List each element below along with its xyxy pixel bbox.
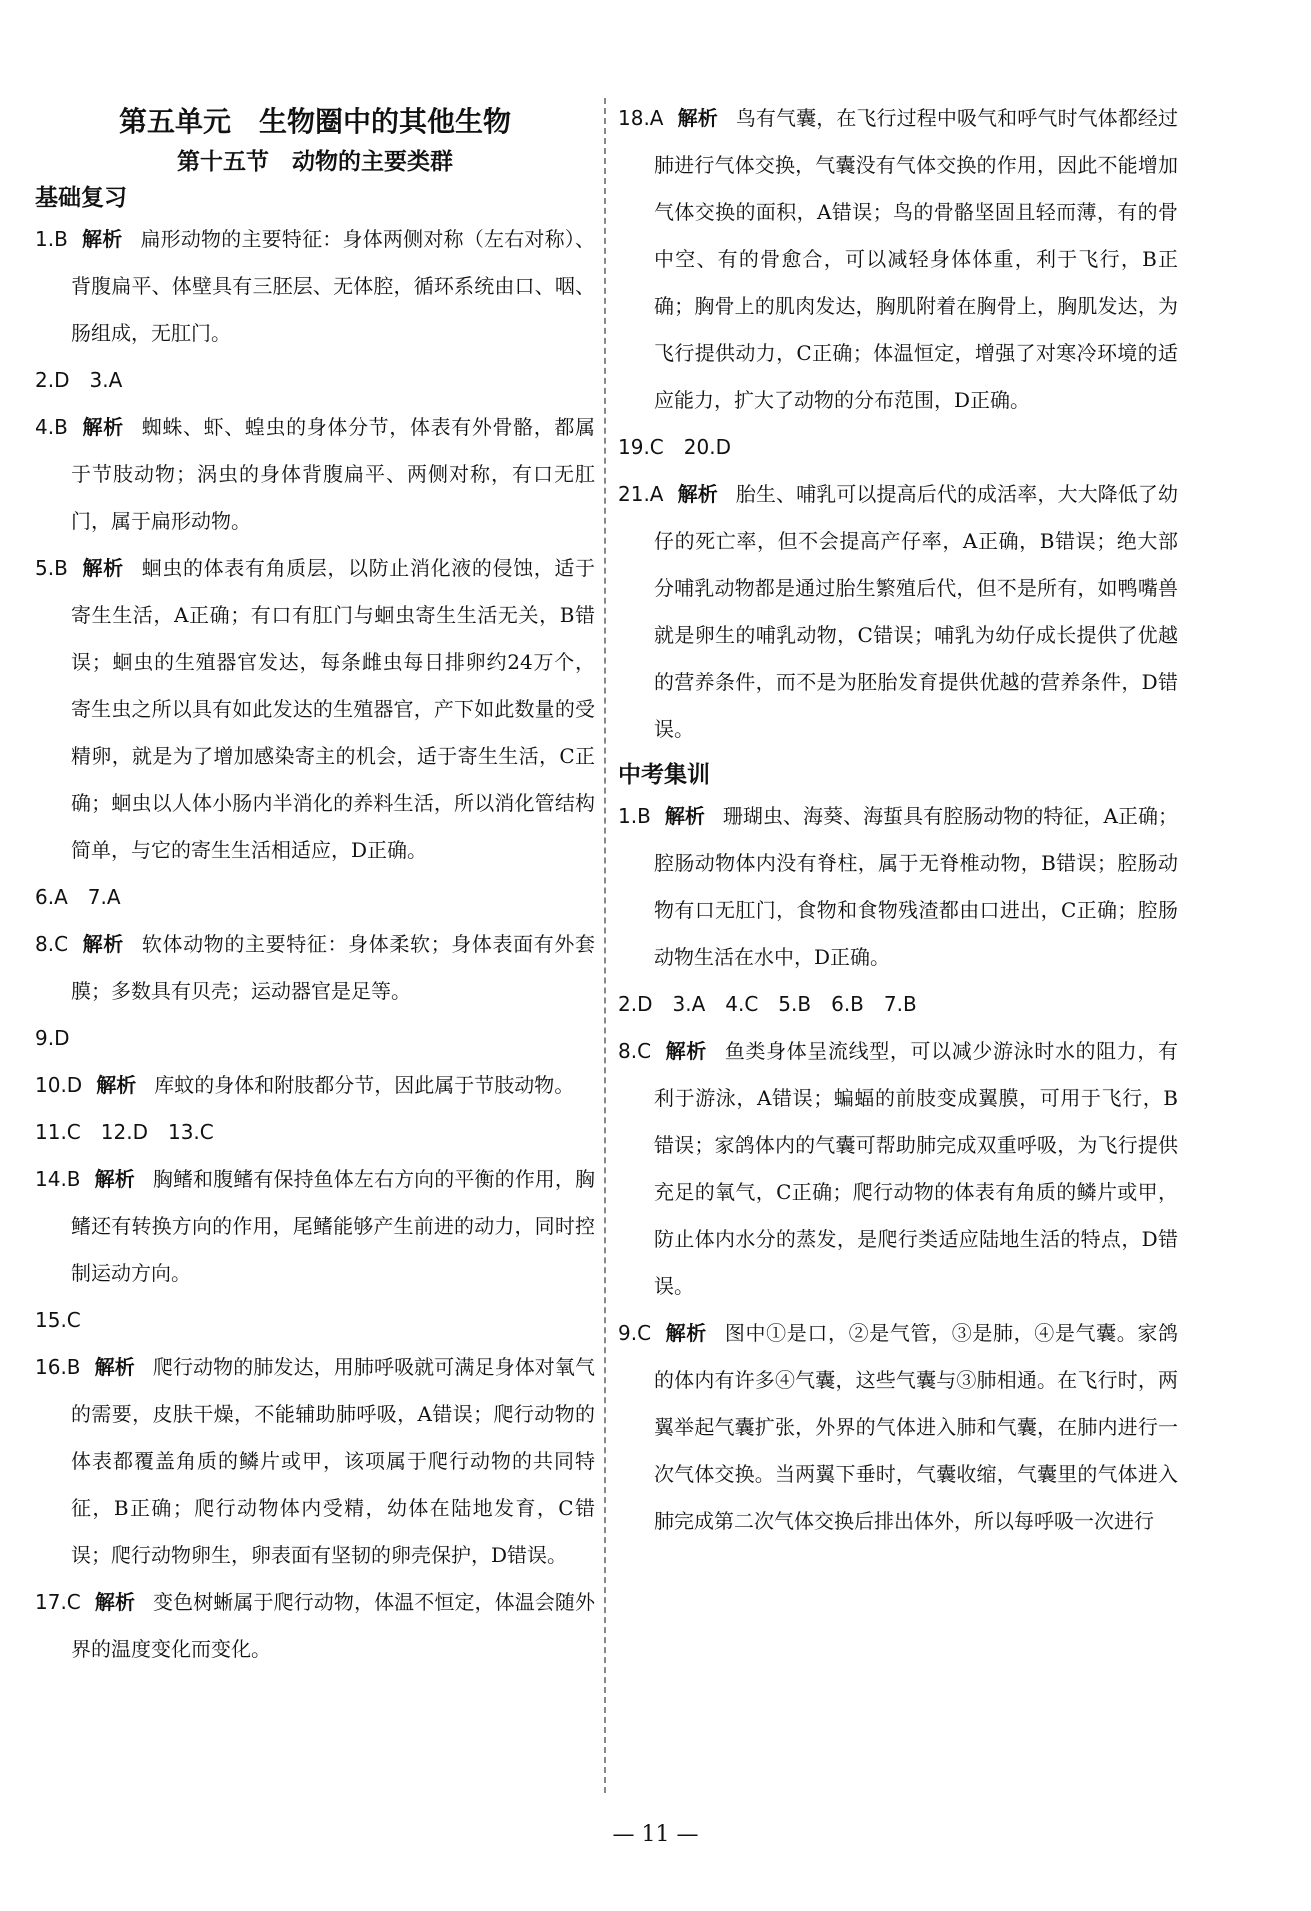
answer-item — [618, 95, 1178, 424]
answer-label: 4.B — [35, 415, 68, 440]
answer-label: 10.D — [35, 1073, 83, 1098]
analysis-tag: 解析 — [82, 932, 124, 957]
answer-label: 1.B — [35, 227, 68, 252]
answer-item — [35, 1156, 595, 1297]
analysis-text: 珊瑚虫、海葵、海蜇具有腔肠动物的特征，A正确；腔肠动物体内没有脊柱，属于无脊椎动物，B错误；腔肠动物有口无肛门，食物和食物残渣都由口进出，C正确；腔肠动物生活在水中，D正确。 — [654, 804, 1178, 970]
answer-item — [618, 1028, 1178, 1310]
analysis-tag: 解析 — [94, 1355, 135, 1380]
answer-item — [35, 545, 595, 874]
right-answer-list-bottom — [618, 793, 1178, 1545]
answer-label: 5.B — [35, 556, 68, 581]
answer-item — [35, 357, 595, 404]
analysis-tag: 解析 — [81, 556, 124, 581]
analysis-tag: 解析 — [665, 1039, 707, 1064]
answer-item — [35, 874, 595, 921]
answer-label: 21.A — [618, 482, 664, 506]
answer-label: 15.C — [35, 1308, 81, 1333]
answer-label: 2.D 3.A — [35, 368, 123, 393]
analysis-text: 胎生、哺乳可以提高后代的成活率，大大降低了幼仔的死亡率，但不会提高产仔率，A正确，B错误；绝大部分哺乳动物都是通过胎生繁殖后代，但不是所有，如鸭嘴兽就是卵生的哺乳动物，C错误；哺乳为幼仔成长提供了优越的营养条件，而不是为胚胎发育提供优越的营养条件，D错误。 — [654, 482, 1178, 741]
analysis-tag: 解析 — [96, 1073, 137, 1098]
section-title: 第十五节 动物的主要类群 — [177, 148, 453, 175]
analysis-text: 蜘蛛、虾、蝗虫的身体分节，体表有外骨骼，都属于节肢动物；涡虫的身体背腹扁平、两侧对称，有口无肛门，属于扁形动物。 — [71, 415, 596, 534]
analysis-text: 库蚊的身体和附肢都分节，因此属于节肢动物。 — [154, 1073, 575, 1098]
answer-label: 8.C — [35, 932, 69, 957]
analysis-tag: 解析 — [81, 227, 123, 252]
answer-label: 16.B — [35, 1355, 81, 1380]
answer-item — [618, 471, 1178, 753]
answer-label: 14.B — [35, 1167, 81, 1192]
analysis-tag: 解析 — [94, 1590, 136, 1615]
basic-review-heading: 基础复习 — [35, 185, 127, 212]
answer-label: 1.B — [618, 804, 651, 829]
left-answer-list — [35, 216, 595, 1673]
analysis-text: 蛔虫的体表有角质层，以防止消化液的侵蚀，适于寄生生活，A正确；有口有肛门与蛔虫寄生生活无关，B错误；蛔虫的生殖器官发达，每条雌虫每日排卵约24万个，寄生虫之所以具有如此发达的生殖器官，产下如此数量的受精卵，就是为了增加感染寄主的机会，适于寄生生活，C正确；蛔虫以人体小肠内半消化的养料生活，所以消化管结构简单，与它的寄生生活相适应，D正确。 — [71, 556, 596, 863]
answer-item — [35, 1344, 595, 1579]
analysis-tag: 解析 — [665, 1321, 707, 1346]
answer-label: 2.D 3.A 4.C 5.B 6.B 7.B — [618, 992, 917, 1017]
answer-label: 6.A 7.A — [35, 885, 121, 910]
column-divider — [604, 98, 606, 1793]
analysis-text: 软体动物的主要特征：身体柔软；身体表面有外套膜；多数具有贝壳；运动器官是足等。 — [71, 932, 596, 1004]
analysis-tag: 解析 — [664, 804, 705, 829]
analysis-text: 胸鳍和腹鳍有保持鱼体左右方向的平衡的作用，胸鳍还有转换方向的作用，尾鳍能够产生前进的动力，同时控制运动方向。 — [71, 1167, 596, 1286]
answer-item — [35, 1109, 595, 1156]
answer-item — [35, 1297, 595, 1344]
answer-item — [35, 216, 595, 357]
unit-title: 第五单元 生物圈中的其他生物 — [118, 105, 511, 138]
right-column — [618, 95, 1178, 1545]
answer-item — [35, 1015, 595, 1062]
answer-label: 19.C 20.D — [618, 435, 731, 459]
answer-label: 9.C — [618, 1321, 652, 1346]
analysis-text: 鱼类身体呈流线型，可以减少游泳时水的阻力，有利于游泳，A错误；蝙蝠的前肢变成翼膜，可用于飞行，B错误；家鸽体内的气囊可帮助肺完成双重呼吸，为飞行提供充足的氧气，C正确；爬行动物的体表有角质的鳞片或甲，防止体内水分的蒸发，是爬行类适应陆地生活的特点，D错误。 — [654, 1039, 1179, 1299]
right-answer-list-top — [618, 95, 1178, 753]
answer-item — [35, 404, 595, 545]
answer-item — [35, 1062, 595, 1109]
left-column — [35, 95, 595, 1673]
answer-label: 9.D — [35, 1026, 70, 1051]
exam-training-heading: 中考集训 — [618, 762, 710, 788]
analysis-tag: 解析 — [94, 1167, 135, 1192]
answer-label: 17.C — [35, 1590, 81, 1615]
analysis-tag: 解析 — [81, 415, 124, 440]
analysis-tag: 解析 — [677, 106, 718, 130]
answer-item — [618, 424, 1178, 471]
analysis-text: 扁形动物的主要特征：身体两侧对称（左右对称）、背腹扁平、体壁具有三胚层、无体腔，循环系统由口、咽、肠组成，无肛门。 — [71, 227, 596, 346]
answer-item — [35, 1579, 595, 1673]
answer-item — [618, 981, 1178, 1028]
analysis-text: 爬行动物的肺发达，用肺呼吸就可满足身体对氧气的需要，皮肤干燥，不能辅助肺呼吸，A错误；爬行动物的体表都覆盖角质的鳞片或甲，该项属于爬行动物的共同特征，B正确；爬行动物体内受精，幼体在陆地发育，C错误；爬行动物卵生，卵表面有坚韧的卵壳保护，D错误。 — [71, 1355, 596, 1568]
answer-item — [618, 793, 1178, 981]
answer-label: 8.C — [618, 1039, 652, 1064]
answer-item — [618, 1310, 1178, 1545]
answer-label: 11.C 12.D 13.C — [35, 1120, 214, 1145]
analysis-tag: 解析 — [677, 482, 718, 506]
analysis-text: 变色树蜥属于爬行动物，体温不恒定，体温会随外界的温度变化而变化。 — [71, 1590, 596, 1662]
answer-label: 18.A — [618, 106, 664, 130]
answer-item — [35, 921, 595, 1015]
page-number: — 11 — — [612, 1822, 699, 1847]
analysis-text: 图中①是口，②是气管，③是肺，④是气囊。家鸽的体内有许多④气囊，这些气囊与③肺相通。在飞行时，两翼举起气囊扩张，外界的气体进入肺和气囊，在肺内进行一次气体交换。当两翼下垂时，气囊收缩，气囊里的气体进入肺完成第二次气体交换后排出体外，所以每呼吸一次进行 — [654, 1321, 1179, 1534]
analysis-text: 鸟有气囊，在飞行过程中吸气和呼气时气体都经过肺进行气体交换，气囊没有气体交换的作用，因此不能增加气体交换的面积，A错误；鸟的骨骼坚固且轻而薄，有的骨中空、有的骨愈合，可以减轻身体体重，利于飞行，B正确；胸骨上的肌肉发达，胸肌附着在胸骨上，胸肌发达，为飞行提供动力，C正确；体温恒定，增强了对寒冷环境的适应能力，扩大了动物的分布范围，D正确。 — [654, 106, 1178, 412]
